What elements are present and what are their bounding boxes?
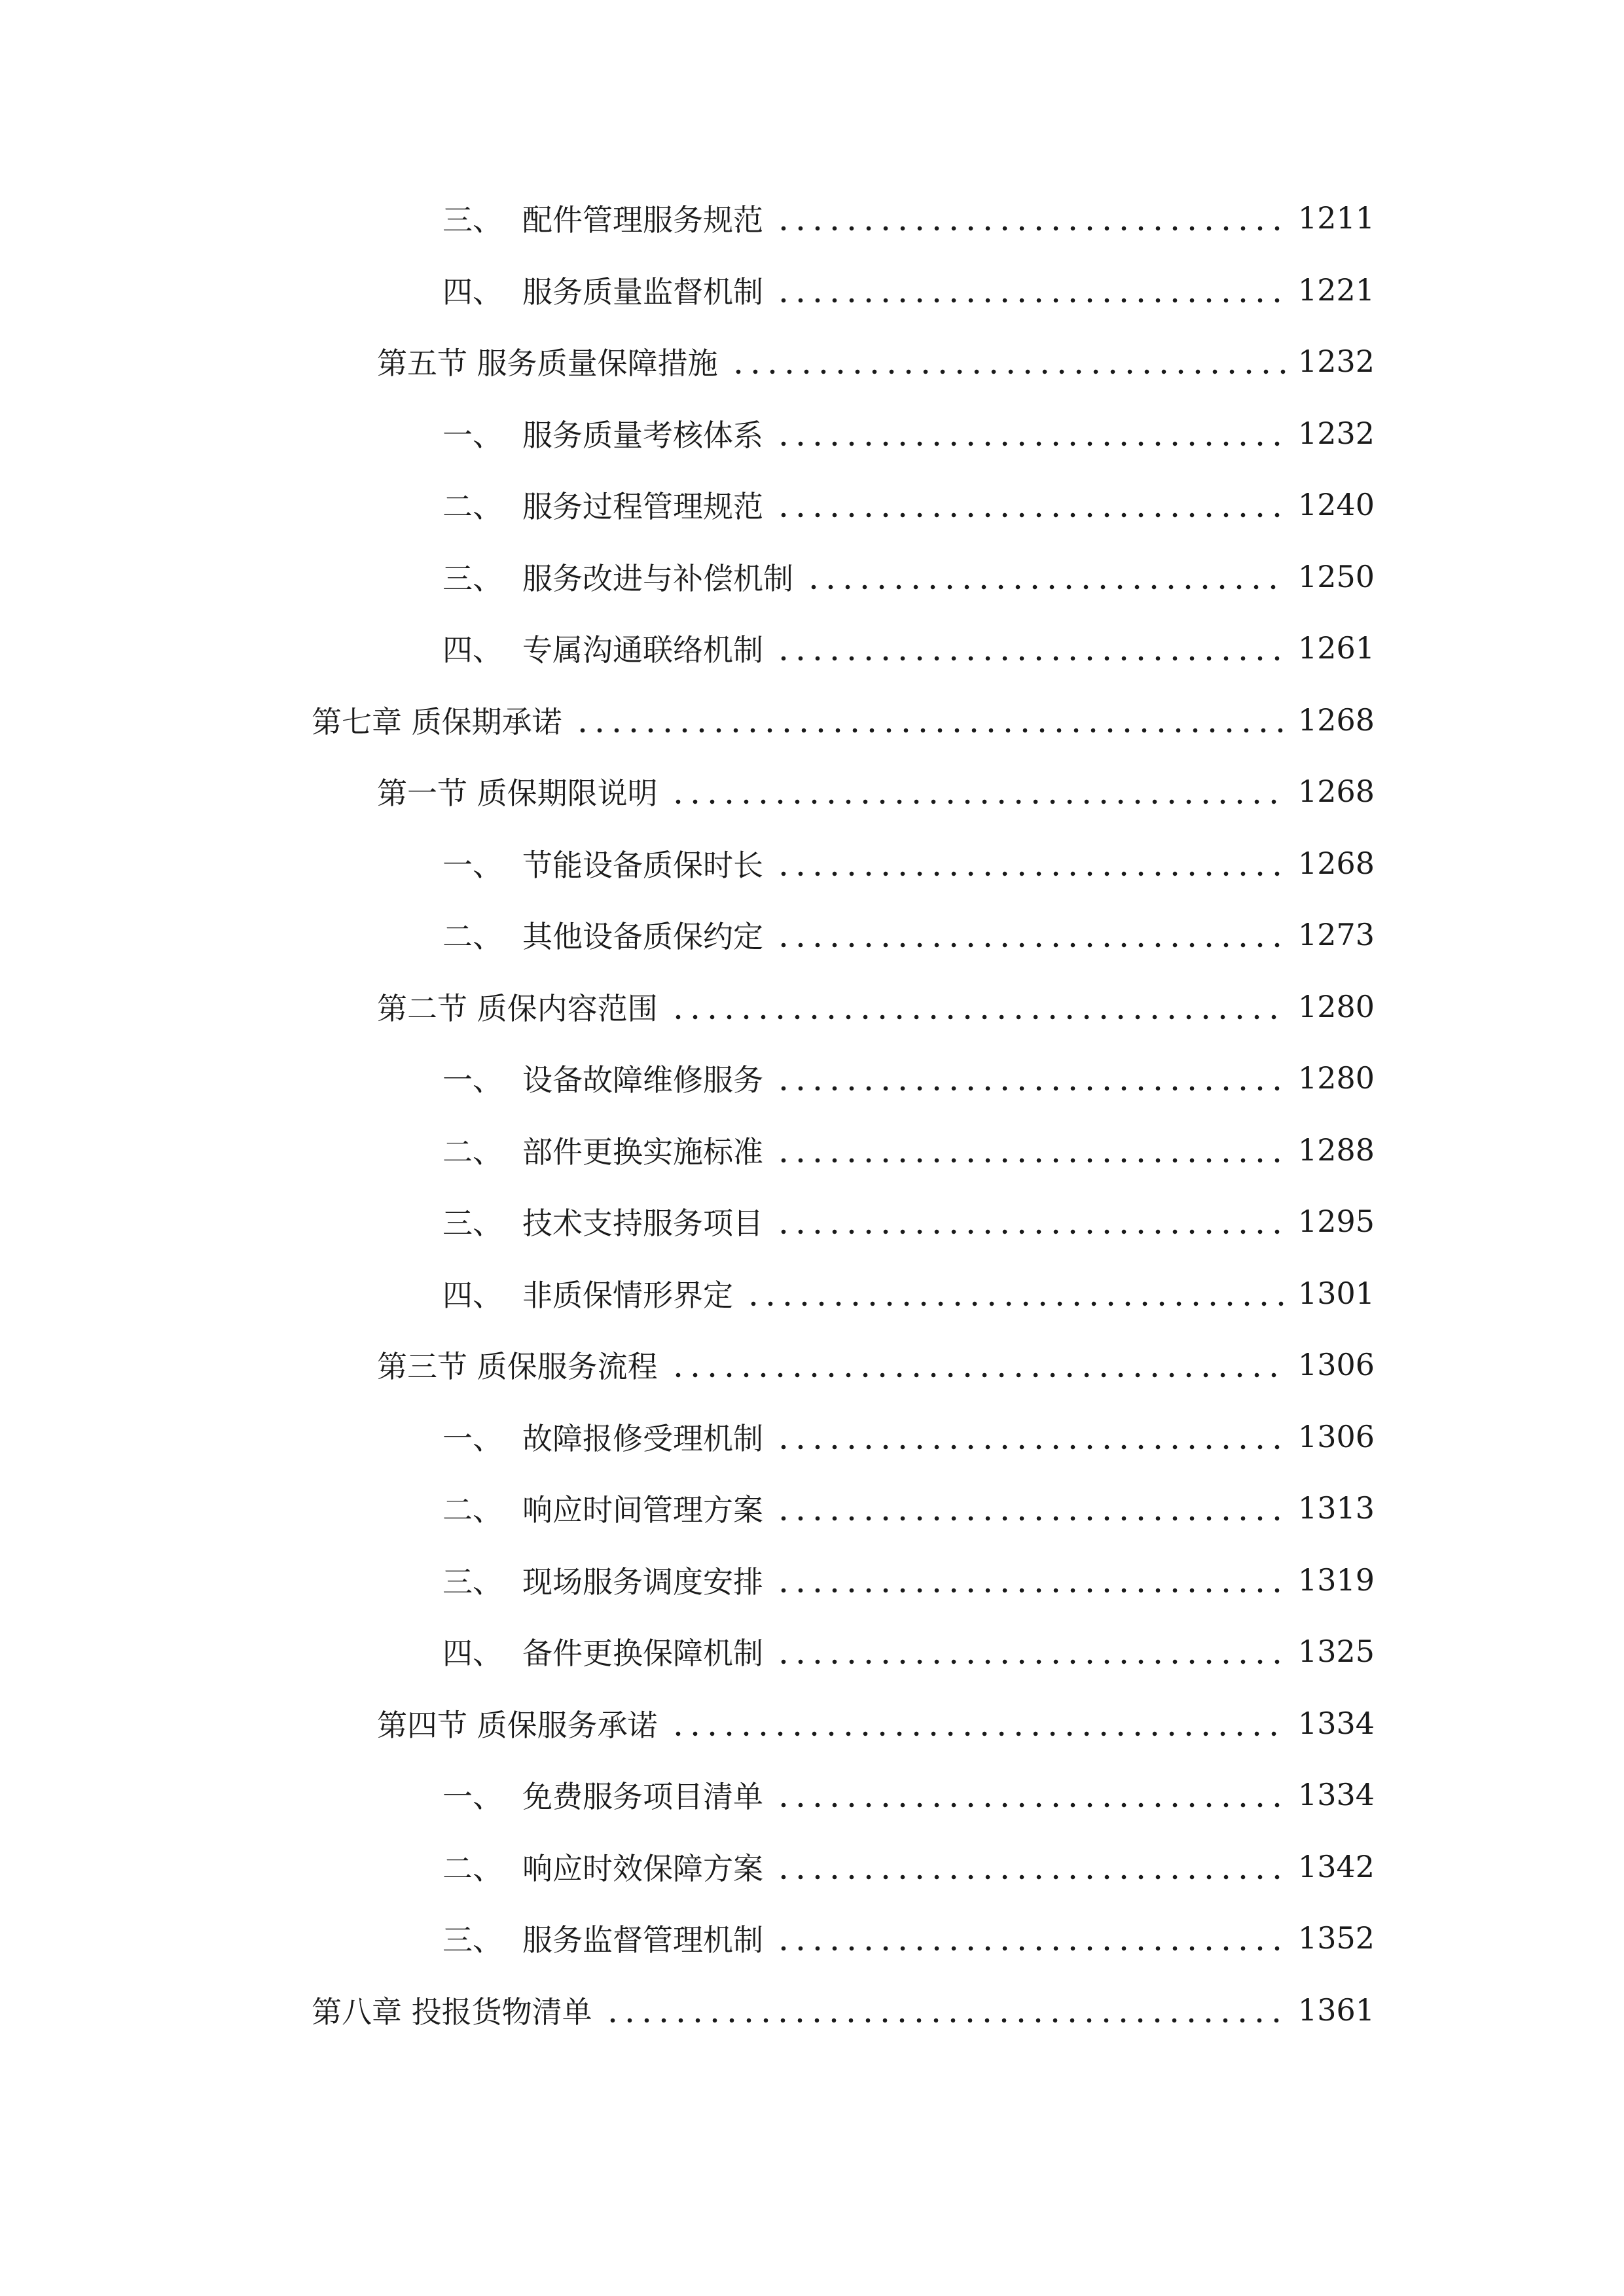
toc-page-number: 1325 [1297,1634,1375,1669]
toc-entry[interactable] [442,1124,1375,1176]
toc-entry-number: 三、 [442,561,503,596]
toc-page-number: 1334 [1297,1777,1375,1812]
toc-dot-leader [775,1229,1286,1235]
toc-entry-number: 二、 [442,1492,503,1528]
toc-entry-title: 专属沟通联络机制 [522,632,763,668]
toc-dot-leader [670,798,1286,805]
toc-entry-number: 三、 [442,1206,503,1241]
toc-dot-leader [775,1157,1286,1164]
toc-entry-title: 第四节 质保服务承诺 [377,1708,658,1743]
toc-dot-leader [775,655,1286,662]
toc-entry-number: 一、 [442,1062,503,1098]
toc-entry-title: 响应时效保障方案 [522,1851,763,1886]
toc-dot-leader [604,2017,1286,2024]
toc-entry[interactable] [442,1052,1375,1104]
toc-entry-title: 第二节 质保内容范围 [377,991,658,1026]
toc-page-number: 1313 [1297,1490,1375,1526]
toc-entry[interactable] [312,694,1375,746]
toc-page-number: 1319 [1297,1562,1375,1598]
toc-page-number: 1268 [1297,846,1375,881]
toc-dot-leader [805,584,1286,590]
toc-entry[interactable] [377,335,1375,387]
toc-entry-number: 二、 [442,919,503,954]
toc-entry[interactable] [442,1840,1375,1893]
toc-dot-leader [775,942,1286,948]
toc-entry-number: 三、 [442,1564,503,1600]
toc-page-number: 1268 [1297,702,1375,738]
toc-entry-title: 服务改进与补偿机制 [522,561,793,596]
toc-entry[interactable] [377,765,1375,817]
toc-entry-number: 一、 [442,1421,503,1456]
toc-entry[interactable] [442,1554,1375,1606]
toc-entry-number: 三、 [442,1922,503,1958]
toc-dot-leader [670,1014,1286,1020]
toc-entry[interactable] [442,908,1375,961]
toc-dot-leader [775,1587,1286,1594]
toc-entry-title: 部件更换实施标准 [522,1134,763,1170]
toc-page-number: 1280 [1297,989,1375,1024]
toc-entry[interactable] [442,1912,1375,1964]
toc-entry[interactable] [377,1697,1375,1749]
toc-entry-title: 第三节 质保服务流程 [377,1349,658,1384]
toc-dot-leader [775,1874,1286,1880]
toc-dot-leader [775,1085,1286,1092]
toc-entry-title: 配件管理服务规范 [522,202,763,238]
toc-page-number: 1301 [1297,1276,1375,1311]
toc-page-number: 1221 [1297,272,1375,308]
toc-dot-leader [775,1444,1286,1450]
toc-entry-title: 备件更换保障机制 [522,1636,763,1671]
toc-entry[interactable] [442,192,1375,244]
toc-dot-leader [775,1659,1286,1665]
toc-dot-leader [775,440,1286,447]
toc-page-number: 1334 [1297,1706,1375,1741]
toc-entry-number: 四、 [442,1636,503,1671]
toc-page-number: 1232 [1297,416,1375,451]
toc-entry[interactable] [442,264,1375,316]
toc-entry-number: 一、 [442,848,503,883]
toc-page-number: 1295 [1297,1204,1375,1239]
toc-entry-title: 免费服务项目清单 [522,1779,763,1814]
toc-entry-title: 第一节 质保期限说明 [377,776,658,811]
toc-dot-leader [574,727,1286,734]
toc-dot-leader [670,1731,1286,1737]
toc-entry[interactable] [312,1984,1375,2036]
toc-entry[interactable] [442,478,1375,531]
toc-page-number: 1306 [1297,1419,1375,1454]
toc-page-number: 1211 [1297,200,1375,236]
toc-entry[interactable] [442,1195,1375,1247]
toc-entry[interactable] [442,622,1375,674]
toc-page-number: 1280 [1297,1060,1375,1096]
toc-entry-number: 四、 [442,632,503,668]
toc-entry[interactable] [442,1482,1375,1534]
toc-entry-title: 故障报修受理机制 [522,1421,763,1456]
toc-entry-number: 四、 [442,1278,503,1313]
toc-entry[interactable] [377,1338,1375,1391]
toc-page-number: 1240 [1297,487,1375,522]
toc-entry-title: 响应时间管理方案 [522,1492,763,1528]
toc-entry-title: 节能设备质保时长 [522,848,763,883]
toc-dot-leader [775,1945,1286,1952]
toc-page-number: 1232 [1297,344,1375,379]
toc-dot-leader [745,1300,1286,1307]
toc-entry-number: 二、 [442,489,503,524]
toc-page-number: 1273 [1297,917,1375,952]
toc-entry-number: 一、 [442,1779,503,1814]
toc-entry[interactable] [442,837,1375,889]
toc-entry-title: 非质保情形界定 [522,1278,733,1313]
toc-entry-number: 三、 [442,202,503,238]
toc-entry[interactable] [442,1768,1375,1821]
toc-dot-leader [775,225,1286,232]
toc-entry[interactable] [442,1267,1375,1319]
toc-entry-title: 设备故障维修服务 [522,1062,763,1098]
toc-dot-leader [730,368,1286,375]
toc-entry-title: 服务监督管理机制 [522,1922,763,1958]
toc-entry-title: 技术支持服务项目 [522,1206,763,1241]
toc-page-number: 1288 [1297,1132,1375,1168]
toc-dot-leader [775,1802,1286,1808]
toc-entry-title: 第七章 质保期承诺 [312,704,562,740]
toc-dot-leader [775,870,1286,877]
toc-page-number: 1342 [1297,1849,1375,1884]
toc-entry-number: 二、 [442,1851,503,1886]
toc-entry[interactable] [442,1410,1375,1463]
toc-entry[interactable] [442,550,1375,603]
toc-dot-leader [775,512,1286,518]
toc-entry[interactable] [377,980,1375,1033]
toc-entry[interactable] [442,407,1375,459]
toc-dot-leader [775,297,1286,304]
toc-dot-leader [670,1372,1286,1378]
toc-entry-number: 一、 [442,418,503,453]
toc-page-number: 1261 [1297,630,1375,666]
toc-entry-number: 二、 [442,1134,503,1170]
toc-page-number: 1352 [1297,1920,1375,1956]
toc-page-number: 1306 [1297,1347,1375,1382]
toc-entry-number: 四、 [442,274,503,310]
toc-dot-leader [775,1515,1286,1522]
toc-entry-title: 现场服务调度安排 [522,1564,763,1600]
toc-entry-title: 第五节 服务质量保障措施 [377,346,718,381]
toc-entry-title: 服务质量考核体系 [522,418,763,453]
toc-entry[interactable] [442,1625,1375,1677]
toc-entry-title: 服务质量监督机制 [522,274,763,310]
toc-page-number: 1361 [1297,1992,1375,2028]
toc-entry-title: 第八章 投报货物清单 [312,1994,592,2030]
toc-page-number: 1250 [1297,559,1375,594]
toc-entry-title: 其他设备质保约定 [522,919,763,954]
toc-entry-title: 服务过程管理规范 [522,489,763,524]
toc-page-number: 1268 [1297,774,1375,809]
